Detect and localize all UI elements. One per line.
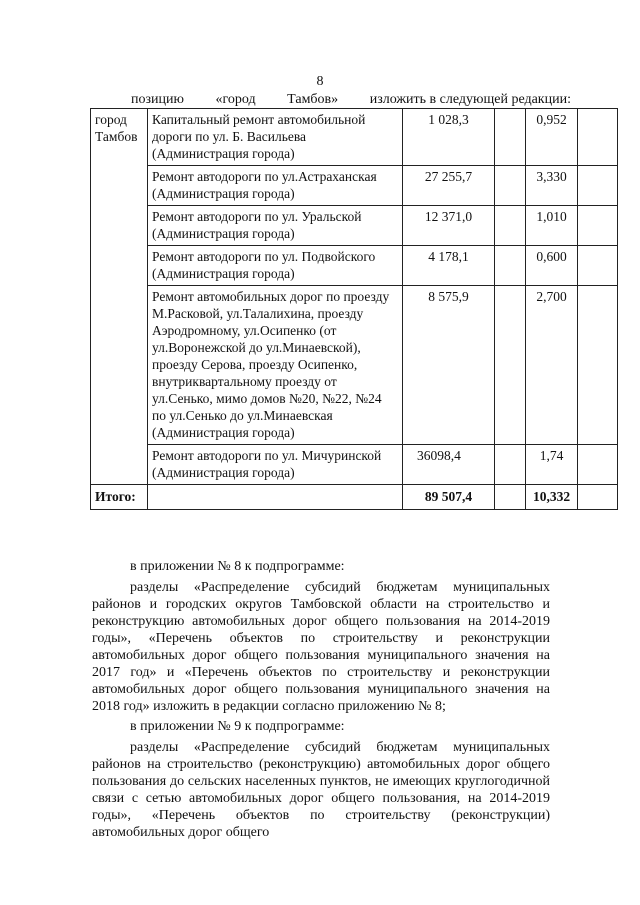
length-cell: 1,74 bbox=[526, 445, 578, 485]
total-length: 10,332 bbox=[526, 485, 578, 510]
table-row bbox=[91, 166, 618, 206]
annex9-heading: в приложении № 9 к подпрограмме: bbox=[130, 719, 345, 734]
roads-table bbox=[90, 108, 618, 510]
length-cell: 1,010 bbox=[526, 206, 578, 246]
intro-phrase-rest: изложить в следующей редакции: bbox=[369, 92, 571, 107]
amount-cell: 12 371,0 bbox=[403, 206, 495, 246]
page-number: 8 bbox=[316, 74, 324, 89]
length-cell: 2,700 bbox=[526, 286, 578, 445]
empty-cell bbox=[495, 286, 526, 445]
road-name: Ремонт автодороги по ул.Астраханская (Администрация города) bbox=[148, 166, 403, 206]
table-row bbox=[91, 109, 618, 166]
amount-cell: 36098,4 bbox=[403, 445, 495, 485]
amount-cell: 1 028,3 bbox=[403, 109, 495, 166]
table-row bbox=[91, 286, 618, 445]
empty-cell bbox=[495, 246, 526, 286]
annex9-paragraph: разделы «Распределение субсидий бюджетам муниципальных районов на строительство (реконструкцию) автомобильных дорог общего пользования до сельских населенных пунктов, не имеющих круглогодичной связи с сетью автомобильных дорог общего пользования, на 2014-2019 годы», «Перечень объектов по строительству (реконструкции) автомобильных дорог общего bbox=[92, 740, 550, 840]
intro-word-city: «город bbox=[215, 92, 256, 107]
length-cell: 0,600 bbox=[526, 246, 578, 286]
table-row bbox=[91, 445, 618, 485]
table-row bbox=[91, 206, 618, 246]
intro-word-tambov: Тамбов» bbox=[287, 92, 339, 107]
empty-cell bbox=[495, 485, 526, 510]
amount-cell: 27 255,7 bbox=[403, 166, 495, 206]
empty-cell bbox=[578, 109, 618, 166]
empty-cell bbox=[495, 206, 526, 246]
empty-cell bbox=[495, 109, 526, 166]
road-name: Капитальный ремонт автомобильной дороги по ул. Б. Васильева (Администрация города) bbox=[148, 109, 403, 166]
empty-cell bbox=[578, 485, 618, 510]
total-label: Итого: bbox=[91, 485, 148, 510]
amount-cell: 4 178,1 bbox=[403, 246, 495, 286]
total-row bbox=[91, 485, 618, 510]
annex9-section bbox=[92, 718, 550, 841]
empty-cell bbox=[148, 485, 403, 510]
annex8-paragraph: разделы «Распределение субсидий бюджетам муниципальных районов и городских округов Тамбовской области на строительство и реконструкцию автомобильных дорог общего пользования на 2014-2019 годы», «Перечень объектов по строительству и реконструкции автомобильных дорог общего пользования муниципального значения на 2017 год» и «Перечень объектов по строительству и реконструкции автомобильных дорог общего пользования муниципального значения на 2018 год» изложить в редакции согласно приложению № 8; bbox=[92, 580, 550, 714]
length-cell: 0,952 bbox=[526, 109, 578, 166]
length-cell: 3,330 bbox=[526, 166, 578, 206]
empty-cell bbox=[495, 445, 526, 485]
road-name: Ремонт автодороги по ул. Уральской (Администрация города) bbox=[148, 206, 403, 246]
road-name: Ремонт автодороги по ул. Мичуринской (Администрация города) bbox=[148, 445, 403, 485]
intro-word-position: позицию bbox=[131, 92, 184, 107]
annex8-section bbox=[92, 558, 550, 715]
amount-cell: 8 575,9 bbox=[403, 286, 495, 445]
empty-cell bbox=[578, 166, 618, 206]
annex8-heading: в приложении № 8 к подпрограмме: bbox=[130, 559, 345, 574]
table-row bbox=[91, 246, 618, 286]
road-name: Ремонт автомобильных дорог по проезду М.Расковой, ул.Талалихина, проезду Аэродромному, ул.Осипенко (от ул.Воронежской до ул.Минаевской), проезду Серова, проезду Осипенко, внутриквартальному проезду от ул.Сенько, мимо домов №20, №22, №24 по ул.Сенько до ул.Минаевская (Администрация города) bbox=[148, 286, 403, 445]
intro-line bbox=[131, 92, 571, 108]
city-cell: город Тамбов bbox=[91, 109, 148, 485]
road-name: Ремонт автодороги по ул. Подвойского (Администрация города) bbox=[148, 246, 403, 286]
empty-cell bbox=[578, 286, 618, 445]
empty-cell bbox=[495, 166, 526, 206]
empty-cell bbox=[578, 206, 618, 246]
empty-cell bbox=[578, 246, 618, 286]
total-amount: 89 507,4 bbox=[403, 485, 495, 510]
empty-cell bbox=[578, 445, 618, 485]
